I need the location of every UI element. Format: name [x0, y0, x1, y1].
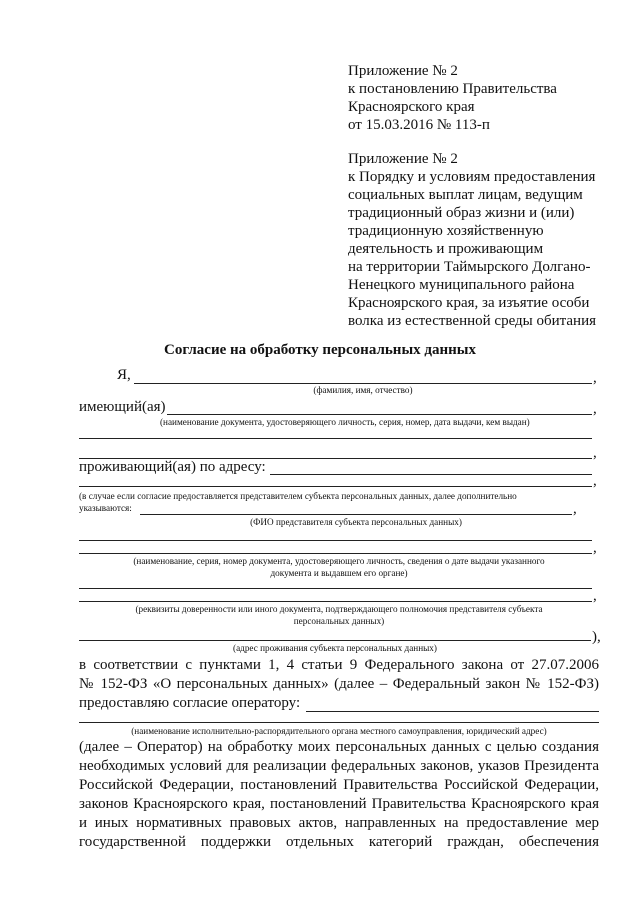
comma: ,: [593, 445, 597, 461]
comma: ,: [593, 588, 597, 604]
poa-caption: (реквизиты доверенности или иного документа, подтверждающего полномочия представителя субъекта: [135, 604, 543, 614]
residing-label: проживающий(ая) по адресу:: [79, 459, 266, 475]
fio-line: [134, 383, 592, 384]
rep-doc-caption: документа и выдавшем его органе): [270, 568, 408, 578]
operator-line: [79, 722, 599, 723]
comma: ,: [593, 401, 597, 417]
blank-line: [79, 438, 592, 439]
header2-line: традиционный образ жизни и (или): [348, 205, 575, 221]
header2-line: волка из естественной среды обитания: [348, 313, 596, 329]
body-line: № 152-ФЗ «О персональных данных» (далее – Федеральный закон № 152-ФЗ): [79, 676, 599, 692]
ya-label: Я,: [117, 367, 131, 383]
comma: ,: [573, 501, 577, 517]
header2-line: деятельность и проживающим: [348, 241, 544, 257]
header1-line: Красноярского края: [348, 99, 475, 115]
poa-caption: персональных данных): [293, 616, 385, 626]
header2-line: Приложение № 2: [348, 151, 458, 167]
rep-doc-caption: (наименование, серия, номер документа, удостоверяющего личность, сведения о дате выдачи указанного: [133, 556, 545, 566]
body-line: законов Красноярского края, постановлений Правительства Красноярского края: [79, 796, 599, 812]
doc-caption: (наименование документа, удостоверяющего личность, серия, номер, дата выдачи, кем выдан): [160, 417, 530, 427]
body-line: Российской Федерации, постановлений Правительства Российской Федерации,: [79, 777, 599, 793]
blank-line: [79, 486, 592, 487]
rep-fio-caption: (ФИО представителя субъекта персональных данных): [250, 517, 462, 527]
header1-line: к постановлению Правительства: [348, 81, 557, 97]
operator-caption: (наименование исполнительно-распорядительного органа местного самоуправления, юридический адрес): [131, 726, 547, 736]
body-line: государственной поддержки отдельных категорий граждан, обеспечения: [79, 834, 599, 850]
comma: ,: [593, 540, 597, 556]
document-title: Согласие на обработку персональных данных: [163, 342, 476, 358]
addr-caption: (адрес проживания субъекта персональных данных): [233, 643, 437, 653]
blank-line: [79, 553, 592, 554]
address-line: [270, 474, 592, 475]
header2-line: Ненецкого муниципального района: [348, 277, 575, 293]
rep-note: указываются:: [79, 503, 132, 513]
rep-fio-line: [140, 514, 572, 515]
header2-line: к Порядку и условиям предоставления: [348, 169, 596, 185]
blank-line: [79, 588, 592, 589]
body-line: (далее – Оператор) на обработку моих персональных данных с целью создания: [79, 739, 599, 755]
close-paren: ),: [592, 629, 601, 645]
header1-line: от 15.03.2016 № 113-п: [348, 117, 490, 133]
body-line: предоставляю согласие оператору:: [79, 695, 301, 711]
fio-caption: (фамилия, имя, отчество): [313, 385, 413, 395]
body-line: и иных нормативных правовых актов, направленных на предоставление мер: [79, 815, 599, 831]
subject-address-line: [79, 640, 591, 641]
header2-line: Красноярского края, за изъятие особи: [348, 295, 590, 311]
header2-line: социальных выплат лицам, ведущим: [348, 187, 583, 203]
header2-line: традиционную хозяйственную: [348, 223, 544, 239]
header2-line: на территории Таймырского Долгано-: [348, 259, 591, 275]
body-line: в соответствии с пунктами 1, 4 статьи 9 Федерального закона от 27.07.2006: [79, 657, 599, 673]
comma: ,: [593, 370, 597, 386]
having-label: имеющий(ая): [79, 399, 166, 415]
comma: ,: [593, 473, 597, 489]
operator-line: [306, 711, 599, 712]
document-line: [167, 414, 592, 415]
header1-line: Приложение № 2: [348, 63, 458, 79]
rep-note: (в случае если согласие предоставляется представителем субъекта персональных данных, далее дополнительно: [79, 491, 517, 501]
blank-line: [79, 540, 592, 541]
blank-line: [79, 601, 592, 602]
body-line: необходимых условий для реализации федеральных законов, указов Президента: [79, 758, 599, 774]
